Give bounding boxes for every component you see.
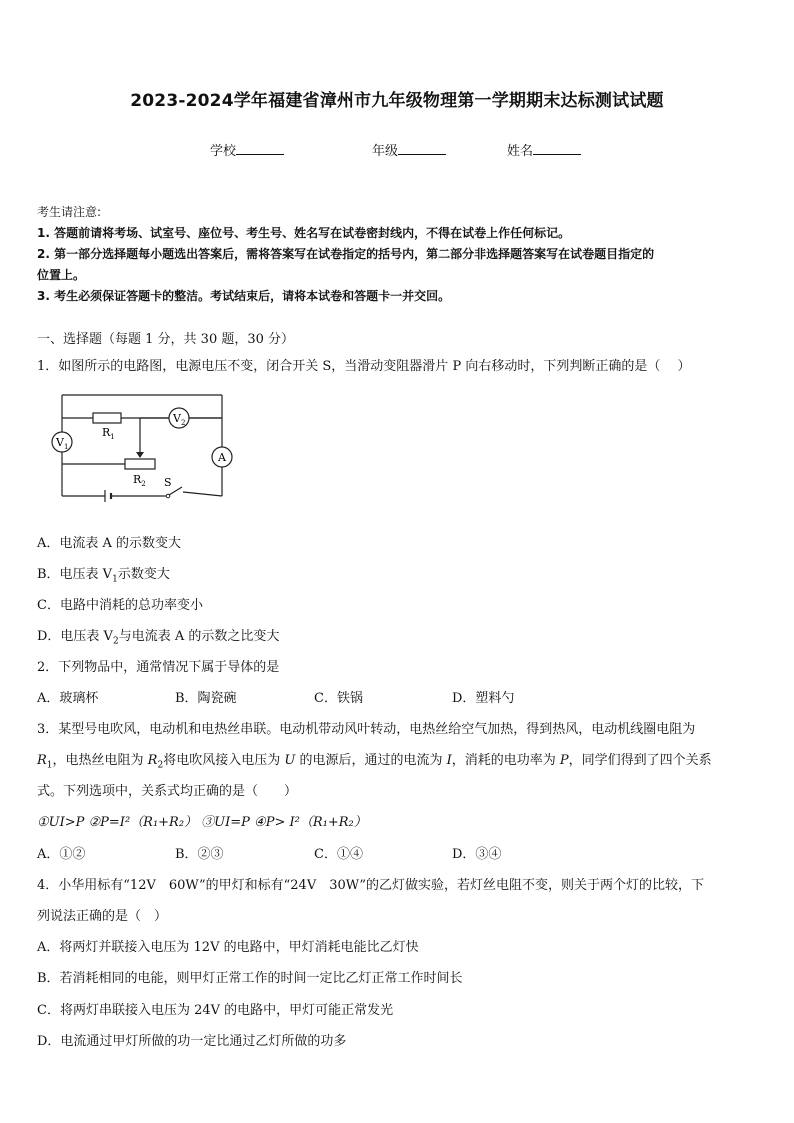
q2-option-d: D．塑料勺 <box>452 691 515 706</box>
q3-line1: 3．某型号电吹风，电动机和电热丝串联。电动机带动风叶转动，电热丝给空气加热，得到热风，电动机线圈电阻为 <box>37 722 696 737</box>
q4-option-d: D．电流通过甲灯所做的功一定比通过乙灯所做的功多 <box>37 1034 347 1049</box>
q4-option-a: A．将两灯并联接入电压为 12V 的电路中，甲灯消耗电能比乙灯快 <box>37 940 419 955</box>
q1-option-d: D．电压表 $V_2$与电流表 A 的示数之比变大 <box>37 629 280 647</box>
q1-circuit-diagram <box>45 388 245 503</box>
q4-option-c: C．将两灯串联接入电压为 24V 的电路中，甲灯可能正常发光 <box>37 1003 394 1018</box>
q3-option-d: D．③④ <box>452 847 502 862</box>
v2-label: $V_2$ <box>173 412 186 427</box>
q3-relations: ①UI>P ②P=I²（R₁+R₂） ③UI=P ④P> I²（R₁+R₂） <box>37 815 367 830</box>
q3-option-a: A．①② <box>37 847 86 862</box>
v1-label: $V_1$ <box>56 436 69 451</box>
page-title: 2023-2024学年福建省漳州市九年级物理第一学期期末达标测试试题 <box>130 91 664 111</box>
r1-resistor <box>93 413 121 423</box>
section1-title: 一、选择题（每题 1 分，共 30 题，30 分） <box>37 332 295 347</box>
grade-label: 年级 <box>372 144 399 159</box>
name-blank <box>533 142 581 155</box>
switch-label: S <box>164 476 172 489</box>
q3-line3: 式。下列选项中，关系式均正确的是（ ） <box>37 784 298 799</box>
slider-arrow-icon <box>136 452 144 458</box>
r2-label: $R_2$ <box>133 473 146 488</box>
notice-item-2-cont: 位置上。 <box>37 268 86 282</box>
q4-line1: 4．小华用标有“12V 60W”的甲灯和标有“24V 30W”的乙灯做实验，若灯丝电阻不变，则关于两个灯的比较，下 <box>37 878 705 893</box>
grade-field <box>372 140 446 159</box>
name-field <box>507 140 581 159</box>
grade-blank <box>398 142 446 155</box>
q3-option-b: B．②③ <box>175 847 224 862</box>
school-blank <box>236 142 284 155</box>
school-field <box>210 140 284 159</box>
q2-option-b: B．陶瓷碗 <box>175 691 237 706</box>
q2-stem: 2．下列物品中，通常情况下属于导体的是 <box>37 660 280 675</box>
r2-rheostat <box>125 459 155 469</box>
ammeter-label: A <box>218 451 226 464</box>
notice-item-2: 2. 第一部分选择题每小题选出答案后，需将答案写在试卷指定的括号内，第二部分非选择题答案写在试卷题目指定的 <box>37 247 655 261</box>
name-label: 姓名 <box>507 144 534 159</box>
q2-option-a: A．玻璃杯 <box>37 691 99 706</box>
notice-heading: 考生请注意: <box>37 205 102 219</box>
notice-item-1: 1. 答题前请将考场、试室号、座位号、考生号、姓名写在试卷密封线内，不得在试卷上作任何标记。 <box>37 226 571 240</box>
q4-option-b: B．若消耗相同的电能，则甲灯正常工作的时间一定比乙灯正常工作时间长 <box>37 971 463 986</box>
q1-stem: 1．如图所示的电路图，电源电压不变，闭合开关 S，当滑动变阻器滑片 P 向右移动时，下列判断正确的是（ ） <box>37 359 691 374</box>
q2-option-c: C．铁锅 <box>314 691 363 706</box>
q3-line2: $R_1$，电热丝电阻为 $R_2$将电吹风接入电压为 U 的电源后，通过的电流为 I，消耗的电功率为 P，同学们得到了四个关系 <box>37 753 712 771</box>
q1-option-b: B．电压表 $V_1$示数变大 <box>37 567 170 585</box>
r1-label: $R_1$ <box>102 426 115 441</box>
q4-line2: 列说法正确的是（ ） <box>37 909 168 924</box>
q3-option-c: C．①④ <box>314 847 363 862</box>
school-label: 学校 <box>210 144 237 159</box>
q1-option-a: A．电流表 A 的示数变大 <box>37 536 182 551</box>
notice-item-3: 3. 考生必须保证答题卡的整洁。考试结束后，请将本试卷和答题卡一并交回。 <box>37 289 451 303</box>
q1-option-c: C．电路中消耗的总功率变小 <box>37 598 203 613</box>
